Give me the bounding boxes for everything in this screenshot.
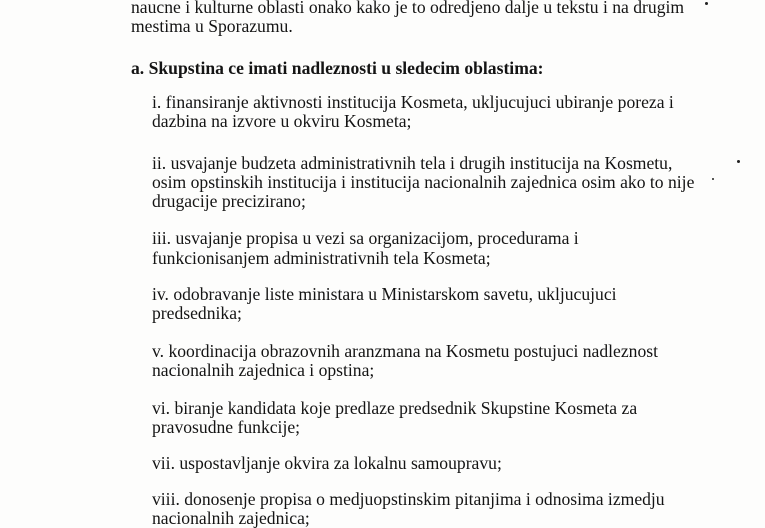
item-ii-line-1: ii. usvajanje budzeta administrativnih tela i drugih institucija na Kosmetu, — [152, 153, 673, 173]
intro-line-2: mestima u Sporazumu. — [131, 16, 293, 36]
item-v-line-2: nacionalnih zajednica i opstina; — [152, 360, 375, 380]
item-iii-line-1: iii. usvajanje propisa u vezi sa organizacijom, procedurama i — [152, 228, 579, 248]
scan-speck — [705, 2, 708, 5]
scan-speck — [737, 160, 740, 163]
item-vii-line-1: vii. uspostavljanje okvira za lokalnu samoupravu; — [152, 453, 502, 473]
section-heading: a. Skupstina ce imati nadleznosti u sledecim oblastima: — [131, 58, 544, 78]
intro-line-1: naucne i kulturne oblasti onako kako je to odredjeno dalje u tekstu i na drugim — [131, 0, 685, 17]
item-vi-line-1: vi. biranje kandidata koje predlaze predsednik Skupstine Kosmeta za — [152, 398, 638, 418]
item-v-line-1: v. koordinacija obrazovnih aranzmana na Kosmetu postujuci nadleznost — [152, 341, 658, 361]
item-ii-line-2: osim opstinskih institucija i institucija nacionalnih zajednica osim ako to nije — [152, 172, 695, 192]
item-i-line-2: dazbina na izvore u okviru Kosmeta; — [152, 111, 412, 131]
item-vi-line-2: pravosudne funkcije; — [152, 417, 301, 437]
item-iv-line-1: iv. odobravanje liste ministara u Ministarskom savetu, ukljucujuci — [152, 284, 617, 304]
item-ii-line-3: drugacije precizirano; — [152, 191, 306, 211]
scan-speck — [712, 178, 714, 180]
item-iii-line-2: funkcionisanjem administrativnih tela Kosmeta; — [152, 248, 491, 268]
item-i-line-1: i. finansiranje aktivnosti institucija Kosmeta, ukljucujuci ubiranje poreza i — [152, 92, 674, 112]
item-viii-line-2: nacionalnih zajednica; — [152, 508, 310, 528]
item-viii-line-1: viii. donosenje propisa o medjuopstinskim pitanjima i odnosima izmedju — [152, 489, 665, 509]
item-iv-line-2: predsednika; — [152, 303, 242, 323]
